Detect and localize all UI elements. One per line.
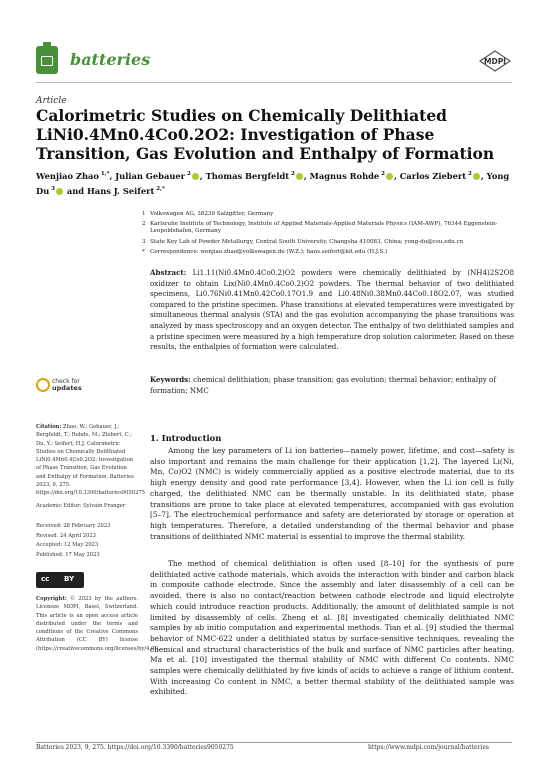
- copyright-label: Copyright:: [36, 596, 67, 602]
- author-name[interactable]: Yong Du: [36, 170, 510, 196]
- intro-paragraph-1: Among the key parameters of Li ion batteries—namely power, lifetime, and cost—safety is also important and remains the main challenge for their application [1,2]. The layered Li(Ni, Mn, Co)O2 (NMC) is widely commercially applied as a positive electrode material, due to its high energy density and good rate performance [3,4]. However, when the Li ion cell is fully charged, the delithiated NMC can be thermally unstable. In its delithiated state, phase transitions are prone to take place at elevated temperatures, accompanied with gas evolution [5–7]. The electrochemical performance and safety are deteriorated by storage or operation at high temperatures. Therefore, a detailed understanding of the thermal behavior and phase transitions of delithiated NMC material is essential to improve the thermal stability.: [150, 446, 514, 541]
- orcid-icon[interactable]: [473, 173, 480, 180]
- cc-by-license-icon[interactable]: cc BY: [36, 572, 84, 588]
- date-received: Received: 28 February 2023: [36, 523, 111, 529]
- date-revised: Revised: 24 April 2023: [36, 532, 96, 539]
- citation: [36, 423, 145, 498]
- keywords-text: chemical delithiation; phase transition; gas evolution; thermal behavior; enthalpy of formation; NMC: [150, 375, 496, 395]
- header-rule: [36, 82, 512, 83]
- orcid-icon[interactable]: [192, 173, 199, 180]
- paper-title: [36, 106, 512, 163]
- author-affiliation-mark: 2: [289, 171, 295, 177]
- dates: [36, 522, 138, 560]
- footer-journal-link[interactable]: https://www.mdpi.com/journal/batteries: [368, 744, 489, 751]
- author-affiliation-mark: 1,*: [98, 171, 110, 177]
- author-affiliation-mark: 2: [466, 171, 472, 177]
- citation-text: Zhao, W.; Gebauer, J.; Bergfeldt, T.; Rohde, M.; Ziebert, C.; Du, Y.; Seifert, H.J. Calorimetric Studies on Chemically Delithiated LiNi0.4Mn0.4Co0.2O2: Investigation of Phase Transition, Gas Evolution and Enthalpy of Formation. Batteries 2023, 9, 275. https://doi.org/10.3390/batteries9050275: [36, 424, 145, 497]
- author-affiliation-mark: 2,*: [154, 185, 165, 192]
- date-published: Published: 17 May 2023: [36, 551, 100, 558]
- journal-name: batteries: [70, 50, 151, 69]
- author-affiliation-mark: 2: [185, 171, 191, 177]
- orcid-icon[interactable]: [56, 188, 63, 195]
- copyright: [36, 595, 160, 653]
- author-name[interactable]: Wenjiao Zhao: [36, 170, 99, 181]
- section-heading: 1. Introduction: [150, 433, 222, 443]
- affiliation-1: 1 Volkswagen AG, 38239 Salzgitter, Germany: [142, 211, 274, 217]
- copyright-text: © 2023 by the authors. Licensee MDPI, Basel, Switzerland. This article is an open access article distributed under the terms and conditions of the Creative Commons Attribution (CC BY) license (https://creativecommons.org/licenses/by/4.0/).: [36, 596, 160, 652]
- author-affiliation-mark: 2: [379, 171, 385, 177]
- affiliation-2: 2 Karlsruhe Institute of Technology, Institute of Applied Materials-Applied Materials Physics (IAM-AWP), 76344 Eggenstein-Leopoldshafen, Germany: [142, 221, 498, 235]
- footer-citation: Batteries 2023, 9, 275. https://doi.org/10.3390/batteries9050275: [36, 744, 234, 751]
- check-updates-badge[interactable]: check for updates: [52, 378, 82, 392]
- keywords-label: Keywords:: [150, 375, 191, 384]
- abstract-text: Li1.11(Ni0.4Mn0.4Co0.2)O2 powders were chemically delithiated by (NH4)2S2O8 oxidizer to obtain Lix(Ni0.4Mn0.4Co0.2)O2 powders. The thermal behavior of two delithiated specimens, Li0.76Ni0.41Mn0.42Co0.17O1.9 and Li0.48Ni0.38Mn0.44Co0.18O2.07, was studied compared to the pristine specimen. Phase transitions at elevated temperatures were investigated by simultaneous thermal analysis (STA) and the gas evolution accompanying the phase transitions was analyzed by mass spectroscopy and an oxygen detector. The enthalpy of two delithiated samples and a pristine specimen were measured by a high temperature drop solution calorimeter. Based on these results, the enthalpies of formation were calculated.: [150, 268, 514, 352]
- academic-editor: Academic Editor: Sylvain Franger: [36, 503, 126, 509]
- abstract-label: Abstract:: [150, 268, 187, 277]
- date-accepted: Accepted: 12 May 2023: [36, 542, 99, 548]
- author-name[interactable]: Thomas Bergfeldt: [205, 170, 290, 181]
- mdpi-logo: [478, 50, 512, 72]
- orcid-icon[interactable]: [296, 173, 303, 180]
- title-text: Calorimetric Studies on Chemically Delithiated LiNi0.4Mn0.4Co0.2O2: Investigation of Phase Transition, Gas Evolution and Enthalpy of Formation: [36, 106, 495, 163]
- intro-paragraph-2: The method of chemical delithiation is often used [8–10] for the synthesis of pure delithiated active cathode materials, which avoids the interaction with binder and carbon black in composite cathode electrode. Since the assembly and later disassembly of a cell can be avoided, there is also no contact/reaction between cathode electrode and liquid electrolyte which could introduce reaction products. Additionally, the amount of delithiated sample is not limited by disassembly of cells. Zheng et al. [8] investigated chemically delithiated NMC samples by ab initio computation and experimental methods. Tian et al. [9] studied the thermal behavior of NMC-622 under a delithiated status by surface-sensitive techniques, revealing the chemical and structural characteristics of the bulk and surface of NMC particles after heating. Ma et al. [10] investigated the thermal stability of NMC with different Co contents. NMC samples were chemically delithiated by five kinds of acids to achieve a range of lithium content. With increasing Co content in NMC, a better thermal stability of the delithiated sample was exhibited.: [150, 559, 514, 697]
- battery-icon: [36, 46, 58, 74]
- citation-label: Citation:: [36, 424, 62, 430]
- author-name[interactable]: Magnus Rohde: [309, 170, 380, 181]
- article-type: Article: [36, 96, 67, 106]
- abstract: [150, 268, 514, 353]
- orcid-icon[interactable]: [386, 173, 393, 180]
- keywords: [150, 375, 514, 396]
- author-name[interactable]: Julian Gebauer: [115, 170, 186, 181]
- author-name[interactable]: and Hans J. Seifert: [66, 185, 155, 196]
- author-list: Wenjiao Zhao $^{1,*}$, Julian Gebauer $^2$ , Thomas Bergfeldt $^2$ , Magnus Rohde $^2$ , Carlos Ziebert $^2$ , Yong Du $^3$ and Hans J. Seifert $^{2,*}$: [36, 170, 510, 196]
- footer-rule: [36, 742, 512, 743]
- svg-text:MDPI: MDPI: [484, 57, 506, 66]
- affiliation-3: 3 State Key Lab of Powder Metallurgy, Central South University, Changsha 410083, China; yong-du@csu.edu.cn: [142, 239, 464, 245]
- author-affiliation-mark: 3: [49, 185, 55, 192]
- author-name[interactable]: Carlos Ziebert: [399, 170, 467, 181]
- correspondence: * Correspondence: wenjiao.zhao@volkswagen.de (W.Z.); hans.seifert@kit.edu (H.J.S.): [142, 249, 388, 255]
- check-updates-icon[interactable]: [36, 378, 50, 392]
